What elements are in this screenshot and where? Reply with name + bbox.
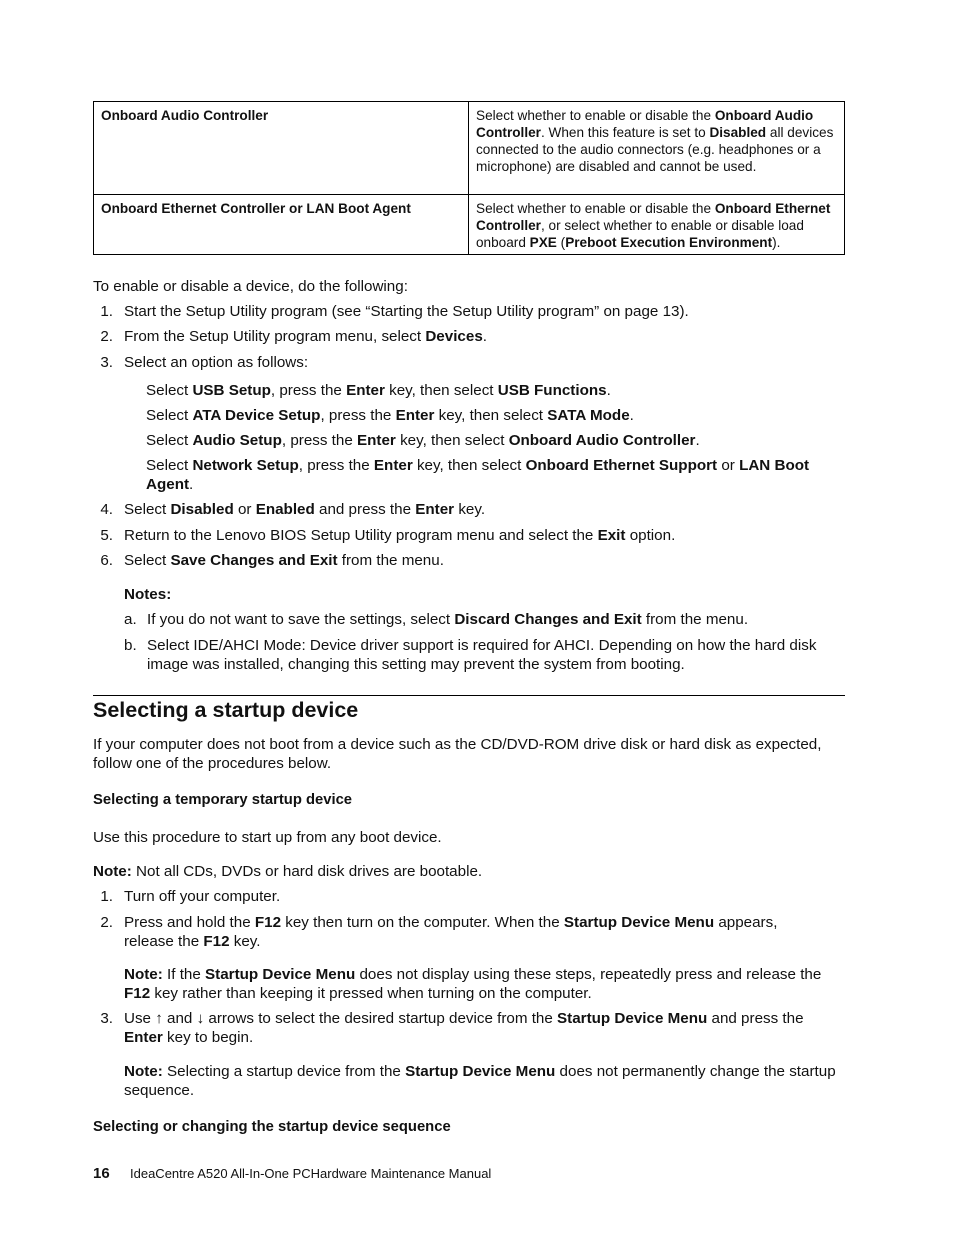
intro-text: To enable or disable a device, do the following: xyxy=(93,278,408,295)
note-block: Note: If the Startup Device Menu does not display using these steps, repeatedly press and release the F12 key rather than keeping it pressed when turning on the computer. xyxy=(124,966,822,1002)
note-block: Note: Selecting a startup device from the Startup Device Menu does not permanently change the startup sequence. xyxy=(124,1063,836,1099)
option-line: Select ATA Device Setup, press the Enter key, then select SATA Mode. xyxy=(146,407,634,424)
note-line: Note: Not all CDs, DVDs or hard disk drives are bootable. xyxy=(93,863,483,880)
paragraph: Use this procedure to start up from any boot device. xyxy=(93,829,442,846)
section-heading: Selecting a startup device xyxy=(93,698,359,722)
table-row xyxy=(94,195,845,255)
setting-description: Select whether to enable or disable the Onboard Audio Controller. When this feature is set to Disabled all devices connected to the audio connectors (e.g. headphones or a microphone) are disabled and cannot be used. xyxy=(469,102,845,195)
option-line: Select Network Setup, press the Enter key, then select Onboard Ethernet Support or LAN Boot Agent. xyxy=(146,457,810,493)
option-line: Select USB Setup, press the Enter key, then select USB Functions. xyxy=(146,382,611,399)
list-item: b. Select IDE/AHCI Mode: Device driver support is required for AHCI. Depending on how the hard disk image was installed, changing this setting may prevent the system from booting. xyxy=(124,637,817,673)
list-item: 3. Use ↑ and ↓ arrows to select the desired startup device from the Startup Device Menu and press the Enter key to begin. xyxy=(100,1010,804,1046)
subheading: Selecting a temporary startup device xyxy=(93,792,353,808)
settings-table xyxy=(93,101,845,255)
manual-page: Onboard Audio Controller Select whether to enable or disable the Onboard Audio Controller. When this feature is set to Disabled all devices connected to the audio connectors (e.g. headphones or a microphone) are disabled and cannot be used. Onboard Ethernet Controller or LAN Boot Agent Select whether to enable or disable the Onboard Ethernet Controller, or select whether to enable or disable load onboard PXE (Preboot Execution Environment). To enable or disable a device, do the following: 1. Start the Setup Utility program (see “Starting the Setup Utility program” on page 13). 2. From the Setup Utility program menu, select Devices. 3. Select an option as follows: Select USB Setup, press the Enter key, then select USB Functions. Select ATA Device Setup, press the Enter key, then select SATA Mode. Select Audio Setup, press the Enter key, then select Onboard Audio Controller. Select Network Setup, press the Enter key, then select Onboard Ethernet Support or LAN Boot Agent. 4. Select Disabled or Enabled and press the Enter key. 5. Return to the Lenovo BIOS Setup Utility program menu and select the Exit option. 6. Select Save Changes and Exit from the menu. Notes: a. If you do not want to save the settings, select Discard Changes and Exit from the menu. b. Select IDE/AHCI Mode: Device driver support is required for AHCI. Depending on how the hard disk image was installed, changing this setting may prevent the system from booting. Selecting a startup device If your computer does not boot from a device such as the CD/DVD-ROM drive disk or hard disk as expected, follow one of the procedures below. Selecting a temporary startup device Use this procedure to start up from any boot device. Note: Not all CDs, DVDs or hard disk drives are bootable. 1. Turn off your computer. 2. Press and hold the F12 key then turn on the computer. When the Startup Device Menu appears, release the F12 key. Note: If the Startup Device Menu does not display using these steps, repeatedly press and release the F12 key rather than keeping it pressed when turning on the computer. 3. Use ↑ and ↓ arrows to select the desired startup device from the Startup Device Menu and press the Enter key to begin. Note: Selecting a startup device from the Startup Device Menu does not permanently change the startup sequence. Selecting or changing the startup device sequence 16 IdeaCentre A520 All-In-One PCHardware Maintenance Manual xyxy=(0,0,954,1235)
setting-name: Onboard Ethernet Controller or LAN Boot Agent xyxy=(94,195,469,255)
option-line: Select Audio Setup, press the Enter key, then select Onboard Audio Controller. xyxy=(146,432,700,449)
footer-title: IdeaCentre A520 All-In-One PCHardware Maintenance Manual xyxy=(130,1166,492,1181)
list-item: 2. Press and hold the F12 key then turn on the computer. When the Startup Device Menu appears, release the F12 key. xyxy=(100,914,778,950)
notes-title: Notes: xyxy=(124,586,172,603)
page-number: 16 xyxy=(93,1165,110,1182)
section-divider xyxy=(93,695,845,696)
setting-name: Onboard Audio Controller xyxy=(94,102,469,195)
table-row xyxy=(94,102,845,195)
section-intro: If your computer does not boot from a device such as the CD/DVD-ROM drive disk or hard disk as expected, follow one of the procedures below. xyxy=(93,736,822,772)
setting-description: Select whether to enable or disable the Onboard Ethernet Controller, or select whether to enable or disable load onboard PXE (Preboot Execution Environment). xyxy=(469,195,845,255)
subheading: Selecting or changing the startup device sequence xyxy=(93,1119,451,1135)
